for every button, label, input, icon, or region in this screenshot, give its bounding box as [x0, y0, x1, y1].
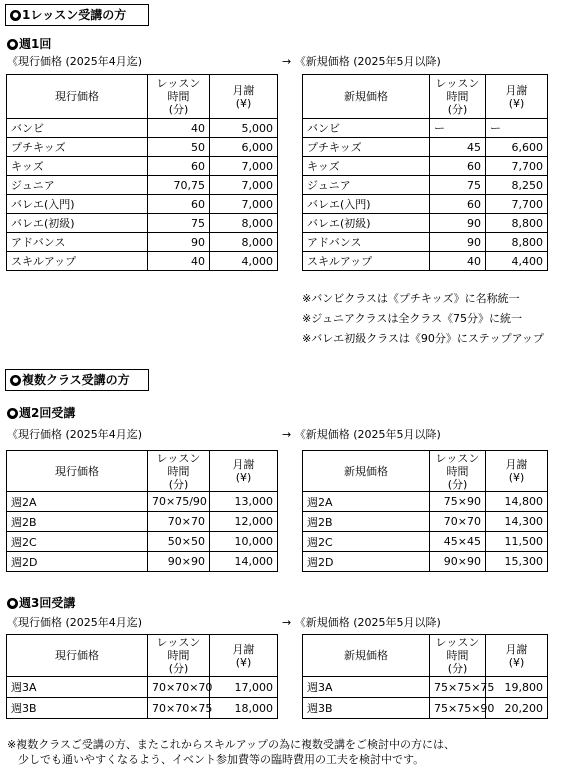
circle-bullet-icon: ●	[7, 408, 18, 419]
circle-bullet-icon: ●	[7, 598, 18, 609]
cell-fee: 4,400	[486, 252, 548, 271]
cell-duration: 60	[430, 157, 486, 176]
cell-duration: 70×70	[430, 512, 486, 532]
table-row	[303, 119, 548, 138]
cell-class-name: バレエ(入門)	[303, 195, 430, 214]
cell-duration: 90×90	[148, 552, 210, 572]
cell-duration: 90	[430, 233, 486, 252]
column-header-fee: 月謝 (¥)	[486, 635, 548, 677]
table-row	[303, 532, 548, 552]
caption-new-price: → 《新規価格 (2025年5月以降)	[282, 428, 441, 441]
table-row	[7, 532, 278, 552]
cell-duration: 50×50	[148, 532, 210, 552]
table-row	[303, 195, 548, 214]
cell-class-name: 週3A	[303, 677, 430, 698]
table-row	[303, 677, 548, 698]
table-row	[303, 492, 548, 512]
cell-duration: 75×75×75	[430, 677, 486, 698]
cell-duration: 40	[430, 252, 486, 271]
column-header-class: 現行価格	[7, 451, 148, 492]
column-header-duration: レッスン 時間 (分)	[430, 451, 486, 492]
cell-fee: 7,700	[486, 195, 548, 214]
price-table-current-single	[6, 74, 278, 271]
cell-duration: 70×70×70	[148, 677, 210, 698]
table-row	[7, 195, 278, 214]
table-row	[7, 677, 278, 698]
circle-bullet-icon: ●	[7, 39, 18, 50]
column-header-class: 新規価格	[303, 635, 430, 677]
footer-line: 少しでも通いやすくなるよう、イベント参加費等の臨時費用の工夫を検討中です。	[7, 753, 425, 766]
cell-fee: 8,000	[210, 233, 278, 252]
cell-duration: 70×70×75	[148, 698, 210, 719]
cell-duration: 90	[430, 214, 486, 233]
cell-fee: 7,000	[210, 176, 278, 195]
cell-class-name: ジュニア	[7, 176, 148, 195]
cell-fee: 10,000	[210, 532, 278, 552]
cell-duration: 90	[148, 233, 210, 252]
cell-class-name: プチキッズ	[7, 138, 148, 157]
cell-fee: 8,800	[486, 214, 548, 233]
table-row	[7, 512, 278, 532]
cell-fee: 5,000	[210, 119, 278, 138]
cell-class-name: バンビ	[7, 119, 148, 138]
cell-class-name: 週3B	[7, 698, 148, 719]
cell-duration: 75×75×90	[430, 698, 486, 719]
cell-fee: 6,600	[486, 138, 548, 157]
column-header-class: 新規価格	[303, 75, 430, 119]
cell-fee: ー	[486, 119, 548, 138]
cell-fee: 19,800	[486, 677, 548, 698]
table-row	[303, 252, 548, 271]
cell-duration: 45×45	[430, 532, 486, 552]
cell-fee: 12,000	[210, 512, 278, 532]
cell-duration: ー	[430, 119, 486, 138]
table-row	[7, 552, 278, 572]
footer-note	[7, 737, 455, 767]
circle-bullet-icon: ●	[10, 375, 21, 386]
cell-class-name: 週2C	[7, 532, 148, 552]
cell-duration: 50	[148, 138, 210, 157]
cell-fee: 15,300	[486, 552, 548, 572]
notes-single	[302, 291, 544, 351]
price-table-current-weekly2	[6, 450, 278, 572]
table-row	[303, 176, 548, 195]
cell-class-name: キッズ	[303, 157, 430, 176]
cell-fee: 6,000	[210, 138, 278, 157]
table-header-row	[7, 635, 278, 677]
column-header-class: 新規価格	[303, 451, 430, 492]
cell-duration: 60	[430, 195, 486, 214]
column-header-class: 現行価格	[7, 635, 148, 677]
cell-fee: 7,000	[210, 195, 278, 214]
table-row	[303, 157, 548, 176]
caption-new-price: → 《新規価格 (2025年5月以降)	[282, 616, 441, 629]
cell-duration: 40	[148, 252, 210, 271]
cell-fee: 8,250	[486, 176, 548, 195]
cell-fee: 14,000	[210, 552, 278, 572]
table-row	[7, 176, 278, 195]
column-header-duration: レッスン 時間 (分)	[430, 75, 486, 119]
cell-fee: 8,800	[486, 233, 548, 252]
table-header-row	[303, 635, 548, 677]
caption-new-price: → 《新規価格 (2025年5月以降)	[282, 55, 441, 68]
table-row	[303, 698, 548, 719]
cell-class-name: アドバンス	[7, 233, 148, 252]
table-header-row	[303, 75, 548, 119]
table-row	[303, 138, 548, 157]
cell-duration: 90×90	[430, 552, 486, 572]
cell-class-name: スキルアップ	[303, 252, 430, 271]
cell-duration: 60	[148, 195, 210, 214]
circle-bullet-icon: ●	[10, 10, 21, 21]
cell-class-name: 週3A	[7, 677, 148, 698]
column-header-fee: 月謝 (¥)	[210, 75, 278, 119]
cell-duration: 75	[148, 214, 210, 233]
cell-class-name: 週2C	[303, 532, 430, 552]
cell-fee: 18,000	[210, 698, 278, 719]
cell-fee: 11,500	[486, 532, 548, 552]
cell-class-name: 週2A	[7, 492, 148, 512]
table-row	[303, 233, 548, 252]
cell-fee: 20,200	[486, 698, 548, 719]
table-row	[7, 119, 278, 138]
cell-class-name: プチキッズ	[303, 138, 430, 157]
subheading-weekly-1: ● 週1回	[7, 37, 51, 51]
cell-class-name: バレエ(入門)	[7, 195, 148, 214]
cell-duration: 75	[430, 176, 486, 195]
table-row	[7, 492, 278, 512]
cell-duration: 40	[148, 119, 210, 138]
cell-fee: 14,800	[486, 492, 548, 512]
column-header-fee: 月謝 (¥)	[486, 75, 548, 119]
cell-class-name: 週3B	[303, 698, 430, 719]
table-row	[303, 552, 548, 572]
cell-duration: 45	[430, 138, 486, 157]
cell-class-name: バンビ	[303, 119, 430, 138]
price-table-new-weekly2	[302, 450, 548, 572]
cell-fee: 7,700	[486, 157, 548, 176]
price-table-new-single	[302, 74, 548, 271]
table-header-row	[7, 451, 278, 492]
cell-fee: 8,000	[210, 214, 278, 233]
section-header-multiple: ● 複数クラス受講の方	[5, 369, 149, 391]
price-table-current-weekly3	[6, 634, 278, 719]
column-header-duration: レッスン 時間 (分)	[148, 635, 210, 677]
column-header-class: 現行価格	[7, 75, 148, 119]
note-line: ※ジュニアクラスは全クラス《75分》に統一	[302, 312, 523, 325]
table-row	[7, 698, 278, 719]
cell-duration: 70×75/90	[148, 492, 210, 512]
table-header-row	[303, 451, 548, 492]
cell-duration: 60	[148, 157, 210, 176]
column-header-duration: レッスン 時間 (分)	[148, 451, 210, 492]
section-header-single: ● 1レッスン受講の方	[5, 4, 149, 26]
cell-class-name: 週2D	[7, 552, 148, 572]
cell-class-name: 週2D	[303, 552, 430, 572]
column-header-fee: 月謝 (¥)	[210, 635, 278, 677]
column-header-fee: 月謝 (¥)	[486, 451, 548, 492]
column-header-duration: レッスン 時間 (分)	[430, 635, 486, 677]
caption-current-price: 《現行価格 (2025年4月迄)	[7, 55, 143, 68]
cell-fee: 4,000	[210, 252, 278, 271]
cell-fee: 14,300	[486, 512, 548, 532]
cell-fee: 13,000	[210, 492, 278, 512]
cell-class-name: スキルアップ	[7, 252, 148, 271]
table-row	[7, 233, 278, 252]
footer-line: ※複数クラスご受講の方、またこれからスキルアップの為に複数受講をご検討中の方には、	[7, 738, 456, 751]
column-header-duration: レッスン 時間 (分)	[148, 75, 210, 119]
table-row	[303, 512, 548, 532]
caption-current-price: 《現行価格 (2025年4月迄)	[7, 428, 143, 441]
caption-current-price: 《現行価格 (2025年4月迄)	[7, 616, 143, 629]
cell-fee: 17,000	[210, 677, 278, 698]
cell-class-name: 週2A	[303, 492, 430, 512]
table-row	[7, 157, 278, 176]
cell-duration: 75×90	[430, 492, 486, 512]
cell-class-name: アドバンス	[303, 233, 430, 252]
table-row	[303, 214, 548, 233]
table-row	[7, 252, 278, 271]
note-line: ※バレエ初級クラスは《90分》にステップアップ	[302, 332, 544, 345]
cell-class-name: バレエ(初級)	[7, 214, 148, 233]
cell-duration: 70,75	[148, 176, 210, 195]
column-header-fee: 月謝 (¥)	[210, 451, 278, 492]
cell-duration: 70×70	[148, 512, 210, 532]
cell-class-name: バレエ(初級)	[303, 214, 430, 233]
cell-class-name: 週2B	[7, 512, 148, 532]
table-row	[7, 138, 278, 157]
subheading-weekly-2: ● 週2回受講	[7, 406, 75, 420]
cell-class-name: キッズ	[7, 157, 148, 176]
cell-class-name: ジュニア	[303, 176, 430, 195]
subheading-weekly-3: ● 週3回受講	[7, 596, 75, 610]
note-line: ※バンビクラスは《プチキッズ》に名称統一	[302, 292, 520, 305]
table-row	[7, 214, 278, 233]
cell-class-name: 週2B	[303, 512, 430, 532]
table-header-row	[7, 75, 278, 119]
price-table-new-weekly3	[302, 634, 548, 719]
cell-fee: 7,000	[210, 157, 278, 176]
